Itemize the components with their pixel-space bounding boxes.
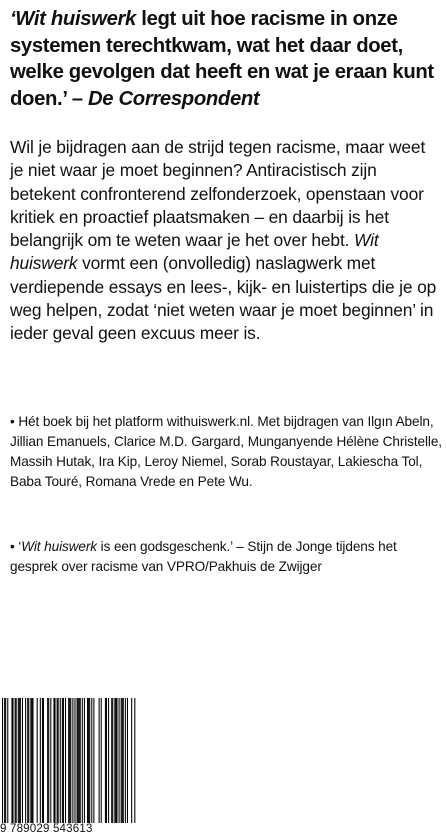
barcode-bar xyxy=(78,698,79,823)
barcode-bar xyxy=(88,698,89,823)
barcode-bar xyxy=(11,698,12,823)
barcode-bar xyxy=(84,698,85,823)
barcode-bar xyxy=(70,698,71,823)
barcode-bar xyxy=(79,698,80,823)
barcode-bar xyxy=(28,698,29,823)
contributors-bullet: • Hét boek bij het platform withuiswerk.nl. Met bijdragen van Ilgın Abeln, Jillian Emanuels, Clarice M.D. Gargard, Munganyende Hélène Christelle, Massih Hutak, Ira Kip, Leroy Niemel, Sorab Roustayar, Lakiescha Tol, Baba Touré, Romana Vrede en Pete Wu. xyxy=(10,414,442,489)
barcode-bar xyxy=(93,698,94,823)
barcode-bar xyxy=(74,698,75,823)
barcode-bar xyxy=(119,698,120,823)
barcode-bar xyxy=(60,698,61,823)
barcode-bar xyxy=(127,698,128,823)
barcode-bar xyxy=(19,698,20,823)
barcode-bar xyxy=(27,698,28,823)
barcode-bar xyxy=(7,698,8,823)
barcode-bar xyxy=(69,698,70,823)
barcode-bar xyxy=(53,698,54,823)
barcode-bar xyxy=(55,698,56,823)
barcode-bar xyxy=(77,698,78,823)
barcode-bar xyxy=(57,698,58,823)
barcode-bar xyxy=(125,698,126,823)
barcode-bar xyxy=(25,698,26,823)
barcode-bar xyxy=(2,698,3,823)
barcode-bar xyxy=(16,698,17,823)
front-quote xyxy=(10,6,442,112)
blurb-book-title: Wit huiswerk xyxy=(10,230,379,274)
barcode-bar xyxy=(4,698,5,823)
barcode-bar xyxy=(65,698,66,823)
blurb-part-2: vormt een (onvolledig) naslagwerk met verdiepende essays en lees-, kijk- en luistertips die je op weg helpen, zodat ‘niet weten waar je moet beginnen’ in ieder geval geen excuus meer is. xyxy=(10,253,437,344)
barcode-bar xyxy=(114,698,115,823)
barcode-bar xyxy=(18,698,19,823)
barcode xyxy=(0,698,140,840)
barcode-bar xyxy=(47,698,48,823)
barcode-bar xyxy=(123,698,124,823)
barcode-bar xyxy=(58,698,59,823)
barcode-bar xyxy=(42,698,43,823)
barcode-bar xyxy=(31,698,32,823)
endorsement-text: is een godsgeschenk.’ – Stijn de Jonge tijdens het gesprek over racisme van VPRO/Pakhuis de Zwijger xyxy=(10,539,397,574)
barcode-bar xyxy=(37,698,38,823)
barcode-bar xyxy=(106,698,107,823)
barcode-bar xyxy=(20,698,21,823)
endorsement-bullet xyxy=(10,537,442,577)
barcode-bar xyxy=(87,698,88,823)
barcode-bar xyxy=(30,698,31,823)
endorsement-book-title: Wit huiswerk xyxy=(21,539,97,554)
barcode-bar xyxy=(91,698,92,823)
blurb-part-1: Wil je bijdragen aan de strijd tegen racisme, maar weet je niet waar je moet beginnen? Antiracistisch zijn betekent confronterend zelfonderzoek, openstaan voor kritiek en proactief plaatsmaken – en daarbij is het belangrijk om te weten waar je het over hebt. xyxy=(10,137,426,251)
barcode-bar xyxy=(63,698,64,823)
barcode-bar xyxy=(116,698,117,823)
barcode-bar xyxy=(50,698,51,823)
quote-text: legt uit hoe racisme in onze systemen terechtkwam, wat het daar doet, welke gevolgen dat heeft en wat je eraan kunt doen.’ – xyxy=(10,8,434,110)
endorsement-prefix: • ‘ xyxy=(10,539,22,554)
barcode-bar xyxy=(22,698,23,823)
barcode-bar xyxy=(99,698,100,823)
barcode-bar xyxy=(5,698,6,823)
barcode-bar xyxy=(40,698,41,823)
barcode-bar xyxy=(101,698,102,823)
barcode-bar xyxy=(108,698,109,823)
barcode-bar xyxy=(62,698,63,823)
barcode-bar xyxy=(82,698,83,823)
barcode-graphic xyxy=(0,698,140,840)
quote-source: De Correspondent xyxy=(88,87,260,110)
barcode-bar xyxy=(89,698,90,823)
barcode-bar xyxy=(122,698,123,823)
barcode-bar xyxy=(115,698,116,823)
isbn-number: 9 789029 543613 xyxy=(0,823,93,835)
barcode-bar xyxy=(134,698,135,823)
barcode-bar xyxy=(121,698,122,823)
barcode-bar xyxy=(13,698,14,823)
barcode-bar xyxy=(15,698,16,823)
barcode-bar xyxy=(131,698,132,823)
quote-book-title: ‘Wit huiswerk xyxy=(10,8,136,30)
barcode-bar xyxy=(48,698,49,823)
barcode-bar xyxy=(105,698,106,823)
blurb-paragraph xyxy=(10,136,442,346)
barcode-bar xyxy=(111,698,112,823)
barcode-bar xyxy=(72,698,73,823)
barcode-bar xyxy=(43,698,44,823)
barcode-bar xyxy=(112,698,113,823)
barcode-bar xyxy=(32,698,33,823)
barcode-bar xyxy=(80,698,81,823)
barcode-bar xyxy=(68,698,69,823)
